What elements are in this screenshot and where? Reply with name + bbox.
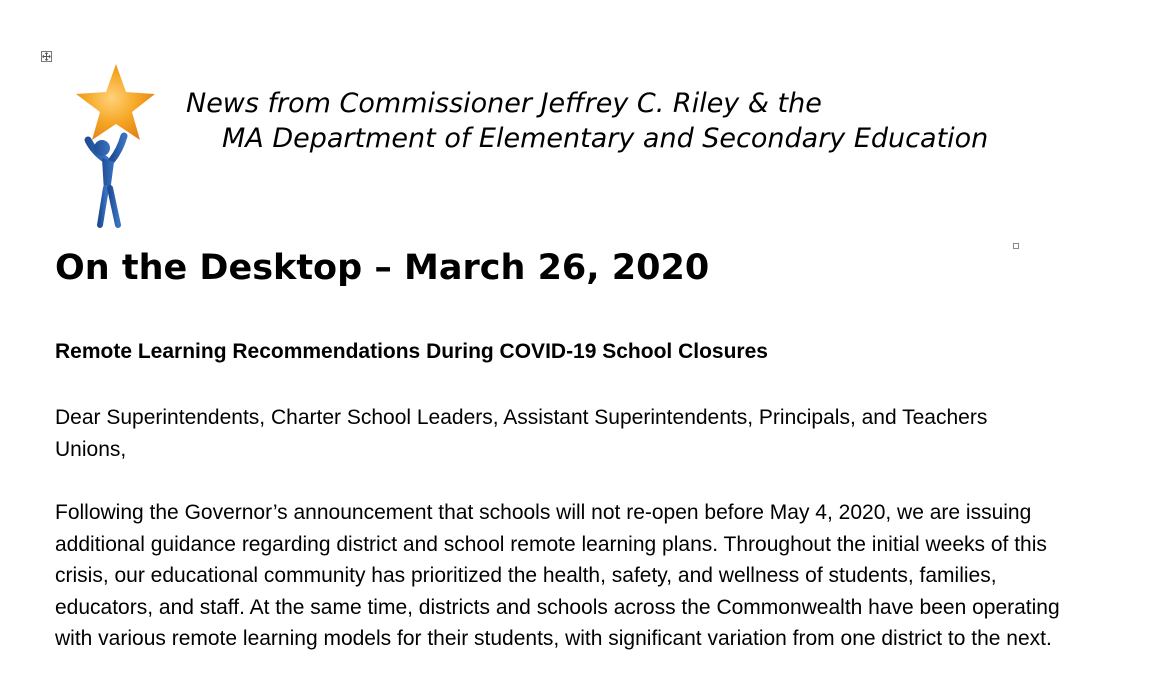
salutation-paragraph: Dear Superintendents, Charter School Leaders, Assistant Superintendents, Principals, and Teachers Unions, xyxy=(55,406,988,461)
table-move-handle-icon[interactable] xyxy=(41,51,52,62)
table-resize-handle[interactable] xyxy=(1013,243,1019,249)
body-paragraph: Following the Governor’s announcement that schools will not re-open before May 4, 2020, we are issuing additional guidance regarding district and school remote learning plans. Throughout the initial weeks of this crisis, our educational community has prioritized the health, safety, and wellness of students, families, educators, and staff. At the same time, districts and schools across the Commonwealth have been operating with various remote learning models for their students, with significant variation from one district to the next. xyxy=(55,501,1060,650)
page-title: On the Desktop – March 26, 2020 xyxy=(55,248,710,288)
header-line-2: MA Department of Elementary and Secondary Education xyxy=(222,123,989,154)
star-person-logo-icon xyxy=(66,62,158,228)
section-heading: Remote Learning Recommendations During COVID-19 School Closures xyxy=(55,340,768,363)
dese-logo xyxy=(66,62,158,228)
header-line-1: News from Commissioner Jeffrey C. Riley & the xyxy=(186,88,822,119)
